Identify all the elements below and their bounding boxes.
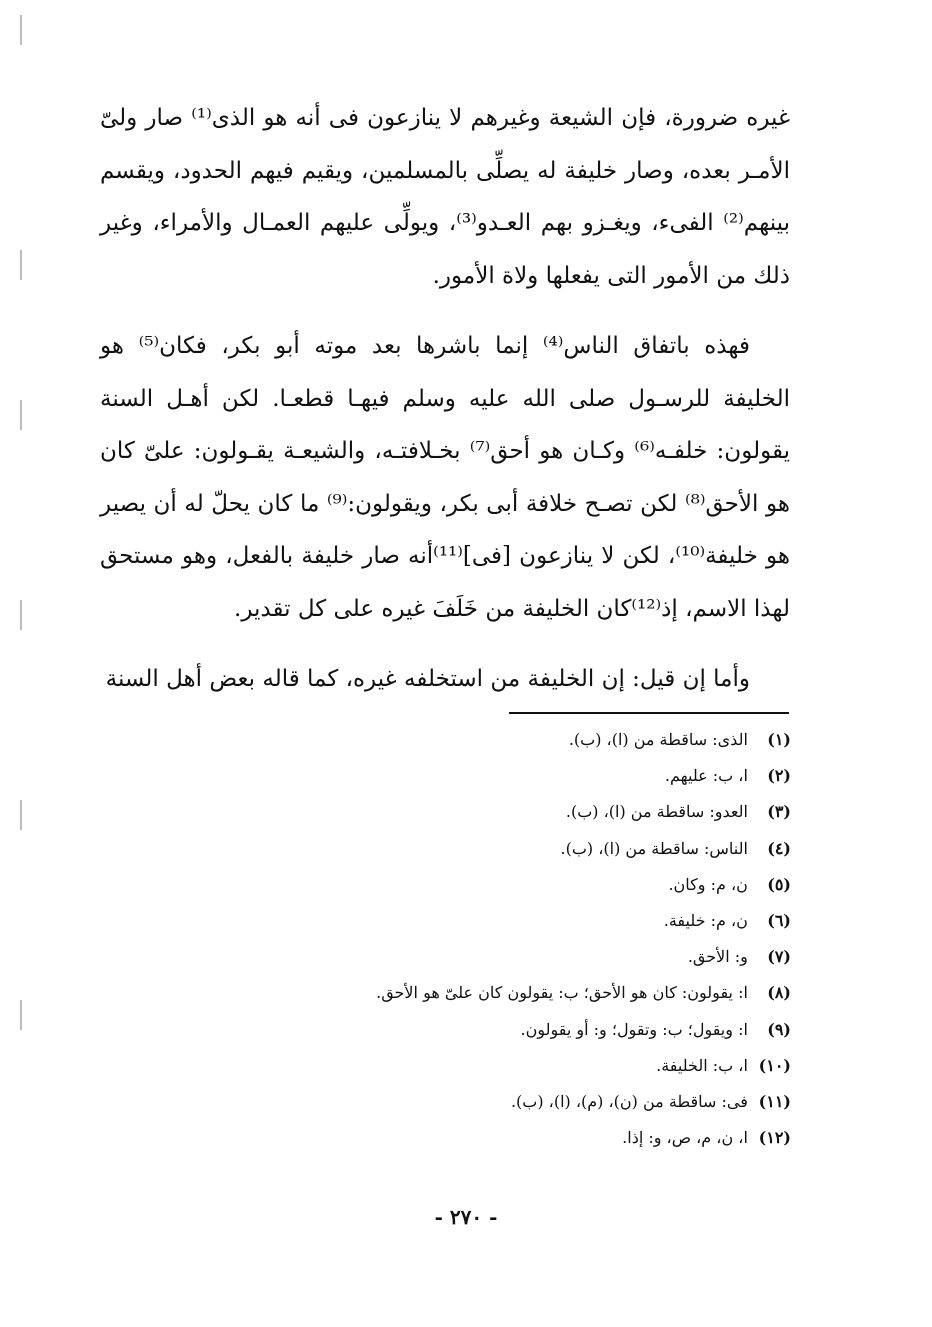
paragraph: وأما إن قيل: إن الخليفة من استخلفه غيره، كما قاله بعض أهل السنة <box>105 666 750 692</box>
footnote-text: فى: ساقطة من (ن)، (م)، (ا)، (ب). <box>510 1092 748 1112</box>
footnote-text: ا: يقولون: كان هو الأحق؛ ب: يقولون كان علىّ هو الأحق. <box>376 983 748 1003</box>
footnote-text: ا، ن، م، ص، و: إذا. <box>622 1128 748 1148</box>
footnote <box>150 831 791 867</box>
scan-margin-line <box>20 15 22 45</box>
footnote-divider <box>509 712 789 714</box>
footnote-number: (٤) <box>767 838 791 858</box>
footnote <box>150 1012 791 1048</box>
footnote <box>150 722 791 758</box>
footnote <box>150 1084 791 1120</box>
footnote-number: (١٠) <box>758 1055 791 1075</box>
footnote-number: (٦) <box>767 911 791 931</box>
footnote-number: (١) <box>767 730 791 749</box>
scan-margin-line <box>20 1000 22 1030</box>
footnote-text: الذى: ساقطة من (ا)، (ب). <box>568 730 748 749</box>
scan-margin-line <box>20 600 22 630</box>
footnote <box>150 903 791 939</box>
footnote-number: (٩) <box>767 1019 791 1039</box>
paragraph: فهذه باتفاق الناس⁽⁴⁾ إنما باشرها بعد موته أبو بكر، فكان⁽⁵⁾ هو الخليفة للرسـول صلى الله عليه وسلم فيهـا قطعـا. لكن أهـل السنة يقولون: خلفـه⁽⁶⁾ وكـان هو أحق⁽⁷⁾ بخـلافتـه، والشيعـة يقـولون: علىّ كان هو الأحق⁽⁸⁾ لكن تصـح خلافة أبى بكر، ويقولون:⁽⁹⁾ ما كان يحلّ له أن يصير هو خليفة⁽¹⁰⁾، لكن لا ينازعون [فى]⁽¹¹⁾أنه صار خليفة بالفعل، وهو مستحق لهذا الاسم، إذ⁽¹²⁾كان الخليفة من خَلَفَ غيره على كل تقدير. <box>100 333 791 622</box>
footnote-number: (٢) <box>767 766 791 786</box>
main-text <box>100 92 790 724</box>
footnote-text: العدو: ساقطة من (ا)، (ب). <box>565 802 748 822</box>
footnote-number: (١١) <box>758 1092 791 1112</box>
scan-margin-line <box>20 400 22 430</box>
footnote <box>150 939 791 975</box>
paragraph: غيره ضرورة، فإن الشيعة وغيرهم لا ينازعون فى أنه هو الذى⁽¹⁾ صار ولىّ الأمـر بعده، وصار خليفة له يصلِّى بالمسلمين، ويقيم فيهم الحدود، ويقسم بينهم⁽²⁾ الفىء، ويغـزو بهم العـدو⁽³⁾، ويولِّى عليهم العمـال والأمراء، وغير ذلك من الأمور التى يفعلها ولاة الأمور. <box>100 105 790 289</box>
footnote <box>150 867 791 903</box>
footnote-text: ن، م: خليفة. <box>663 911 748 931</box>
footnote-number: (٧) <box>767 947 791 967</box>
footnote-number: (١٢) <box>758 1128 791 1148</box>
scan-margin-line <box>20 800 22 830</box>
page-number: - ٢٧٠ - <box>434 1205 498 1229</box>
footnote <box>150 1120 791 1156</box>
footnote <box>150 975 791 1011</box>
footnote-text: ا، ب: الخليفة. <box>656 1055 748 1075</box>
footnote-number: (٨) <box>767 983 791 1003</box>
footnote-text: ا، ب: عليهم. <box>664 766 748 786</box>
footnotes <box>150 722 791 1156</box>
footnote-number: (٥) <box>767 874 791 894</box>
footnote-text: الناس: ساقطة من (ا)، (ب). <box>560 838 748 858</box>
footnote <box>150 1048 791 1084</box>
footnote <box>150 794 791 830</box>
scan-margin-line <box>20 250 22 280</box>
footnote-number: (٣) <box>767 802 791 822</box>
footnote-text: و: الأحق. <box>687 947 748 967</box>
footnote-text: ا: ويقول؛ ب: وتقول؛ و: أو يقولون. <box>520 1019 748 1039</box>
footnote <box>150 758 791 794</box>
footnote-text: ن، م: وكان. <box>668 874 748 894</box>
